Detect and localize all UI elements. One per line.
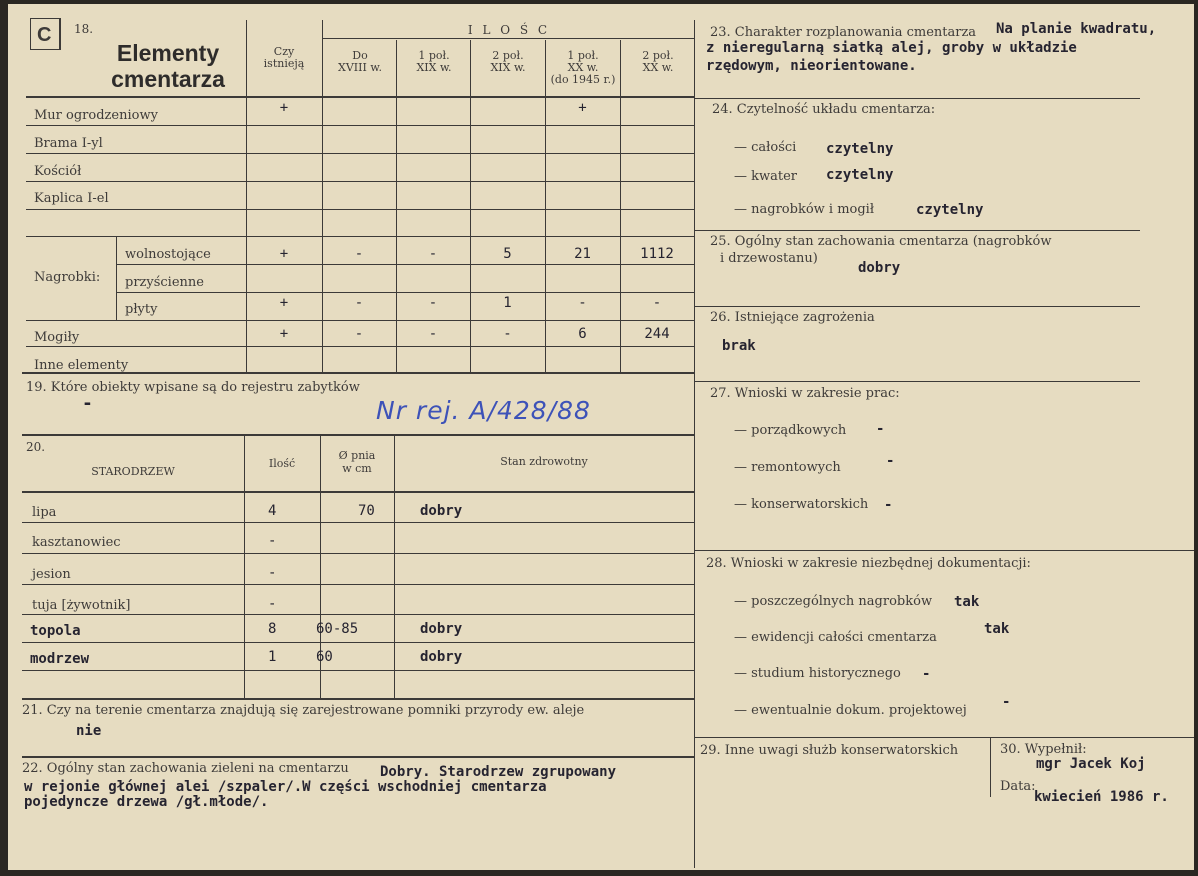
col-header-1-l1: Do: [352, 49, 368, 62]
s28-ewidencji-value: tak: [984, 621, 1010, 637]
value-cell-e: 244: [644, 326, 670, 342]
grid-line: [26, 236, 694, 237]
grid-line: [694, 230, 1140, 231]
s24-item-nagrobkow-label: — nagrobków i mogił: [734, 202, 875, 217]
value-cell-c: 21: [574, 246, 591, 262]
value-cell-e: 1112: [640, 246, 674, 262]
value-cell-czy: +: [279, 100, 289, 116]
col-header-2-l1: 1 poł.: [418, 49, 450, 62]
tree-stan: dobry: [420, 649, 463, 665]
value-cell-b: 1: [503, 295, 512, 311]
section-26-label: 26. Istniejące zagrożenia: [710, 310, 875, 325]
tree-name: kasztanowiec: [32, 535, 121, 550]
row-label-inne: Inne elementy: [34, 358, 129, 373]
inventory-card: [8, 4, 1194, 870]
section-19-value: -: [82, 393, 93, 414]
section-20-number: 20.: [26, 440, 46, 454]
col-header-5-l2: XX w.: [642, 61, 674, 74]
grid-line: [470, 40, 471, 372]
tree-pien: 60: [316, 649, 333, 665]
s24-item-nagrobkow-value: czytelny: [916, 202, 984, 218]
s27-porzadkowych-value: -: [876, 421, 885, 437]
col-header-4-l2: XX w.: [567, 61, 599, 74]
section-30-date: kwiecień 1986 r.: [1034, 789, 1169, 805]
section-22-label: 22. Ogólny stan zachowania zieleni na cmentarzu: [22, 761, 349, 776]
tree-ilosc: -: [268, 596, 277, 612]
col-header-4-l3: (do 1945 r.): [550, 73, 616, 86]
section-26-value: brak: [722, 338, 756, 354]
grid-line: [322, 38, 694, 39]
section-25-label-line1: 25. Ogólny stan zachowania cmentarza (nagrobków: [710, 234, 1052, 249]
value-cell-a: -: [428, 326, 438, 342]
grid-line: [396, 40, 397, 372]
col-header-4-l1: 1 poł.: [567, 49, 599, 62]
tree-pien: 60-85: [316, 621, 359, 637]
grid-line: [26, 153, 694, 154]
row-label-brama: Brama I-yl: [34, 136, 103, 151]
row-label-nagrobki: Nagrobki:: [34, 270, 101, 285]
grid-line: [694, 550, 1194, 551]
grid-line: [694, 306, 1140, 307]
value-cell-c: 6: [578, 326, 587, 342]
grid-line: [26, 320, 694, 321]
section-19-label: 19. Które obiekty wpisane są do rejestru zabytków: [26, 380, 360, 395]
row-label-mur: Mur ogrodzeniowy: [34, 108, 158, 123]
value-cell-c: +: [578, 100, 587, 116]
grid-line: [26, 96, 694, 98]
value-cell-d: -: [354, 246, 364, 262]
value-cell-czy: +: [279, 295, 289, 311]
col-ilosc: Ilość: [268, 457, 296, 470]
col-czy-istnieja-line2: istnieją: [263, 57, 305, 70]
ilosc-header: I L O Ś C: [467, 23, 551, 37]
s27-remontowych-value: -: [886, 453, 895, 469]
row-label-wolnostojace: wolnostojące: [125, 247, 211, 262]
row-label-plyty: płyty: [125, 302, 158, 317]
value-cell-d: -: [354, 326, 364, 342]
section-23-line3: rzędowym, nieorientowane.: [706, 58, 917, 74]
grid-line: [26, 181, 694, 182]
s28-studium-value: -: [922, 666, 931, 682]
grid-line: [22, 553, 694, 554]
tree-name: lipa: [32, 505, 57, 520]
s27-konserwatorskich-value: -: [884, 497, 893, 513]
grid-line: [22, 670, 694, 671]
tree-stan: dobry: [420, 621, 463, 637]
section-25-value: dobry: [858, 260, 901, 276]
section-23-line1: Na planie kwadratu,: [996, 21, 1157, 37]
value-cell-a: -: [428, 246, 438, 262]
grid-line: [990, 737, 991, 797]
tree-name: modrzew: [30, 651, 90, 667]
tree-name: jesion: [32, 567, 71, 582]
grid-line: [545, 40, 546, 372]
s24-item-calosci-value: czytelny: [826, 141, 894, 157]
grid-line: [116, 236, 117, 320]
grid-line: [26, 209, 694, 210]
section-number: 18.: [74, 22, 94, 36]
s24-item-kwater-label: — kwater: [734, 169, 798, 184]
grid-line: [116, 264, 694, 265]
section-27-label: 27. Wnioski w zakresie prac:: [710, 386, 900, 401]
section-25-label-line2: i drzewostanu): [720, 251, 818, 266]
tree-pien: 70: [358, 503, 375, 519]
value-cell-czy: +: [279, 246, 289, 262]
s28-nagrobkow-value: tak: [954, 594, 980, 610]
elements-title-line2: cmentarza: [111, 66, 225, 92]
value-cell-e: -: [652, 295, 662, 311]
s28-ewidencji-label: — ewidencji całości cmentarza: [734, 630, 937, 645]
grid-line: [26, 346, 694, 347]
tree-ilosc: 1: [268, 649, 277, 665]
col-header-3-l2: XIX w.: [490, 61, 526, 74]
s24-item-calosci-label: — całości: [734, 140, 797, 155]
section-30-label: 30. Wypełnił:: [1000, 742, 1087, 757]
section-29-label: 29. Inne uwagi służb konserwatorskich: [700, 743, 959, 758]
tree-stan: dobry: [420, 503, 463, 519]
grid-line: [116, 292, 694, 293]
col-pien-line1: Ø pnia: [338, 449, 376, 462]
grid-line: [22, 584, 694, 585]
section-letter: C: [37, 24, 52, 46]
row-label-przyscienne: przyścienne: [125, 275, 204, 290]
value-cell-b: -: [503, 326, 512, 342]
grid-line: [694, 98, 1140, 99]
row-label-mogily: Mogiły: [34, 330, 80, 345]
grid-line: [22, 434, 694, 436]
section-24-label: 24. Czytelność układu cmentarza:: [712, 102, 936, 117]
tree-ilosc: -: [268, 533, 277, 549]
section-22-line3: pojedyncze drzewa /gł.młode/.: [24, 794, 269, 810]
value-cell-b: 5: [503, 246, 512, 262]
grid-line: [22, 491, 694, 493]
section-28-label: 28. Wnioski w zakresie niezbędnej dokumentacji:: [706, 556, 1031, 571]
s28-projektowej-value: -: [1002, 694, 1011, 710]
s28-studium-label: — studium historycznego: [734, 666, 901, 681]
tree-name: tuja [żywotnik]: [32, 598, 131, 613]
section-21-value: nie: [76, 723, 102, 739]
col-pien-line2: w cm: [342, 462, 372, 475]
tree-ilosc: 4: [268, 503, 277, 519]
value-cell-czy: +: [279, 326, 289, 342]
section-23-line2: z nieregularną siatką alej, groby w układzie: [706, 40, 1077, 56]
value-cell-a: -: [428, 295, 438, 311]
register-number-handwritten: Nr rej. A/428/88: [376, 396, 591, 425]
s28-projektowej-label: — ewentualnie dokum. projektowej: [734, 703, 967, 718]
row-label-kosciol: Kościół: [34, 164, 82, 179]
grid-line: [620, 40, 621, 372]
grid-line: [694, 737, 1194, 738]
grid-line: [22, 522, 694, 523]
col-header-3-l1: 2 poł.: [492, 49, 524, 62]
section-30-name: mgr Jacek Koj: [1036, 756, 1146, 772]
row-label-kaplica: Kaplica I-el: [34, 191, 109, 206]
col-czy-istnieja-line1: Czy: [273, 45, 295, 58]
section-23-label: 23. Charakter rozplanowania cmentarza: [710, 25, 977, 40]
s27-konserwatorskich-label: — konserwatorskich: [734, 497, 869, 512]
section-30-date-label: Data:: [1000, 779, 1036, 794]
col-stan-zdrowotny: Stan zdrowotny: [500, 455, 588, 468]
section-21-label: 21. Czy na terenie cmentarza znajdują się zarejestrowane pomniki przyrody ew. aleje: [22, 703, 585, 718]
grid-line: [22, 698, 694, 700]
col-header-1-l2: XVIII w.: [338, 61, 382, 74]
section-22-line1: Dobry. Starodrzew zgrupowany: [380, 764, 617, 780]
grid-line: [22, 614, 694, 615]
col-header-2-l2: XIX w.: [416, 61, 452, 74]
grid-line: [22, 756, 694, 758]
col-starodrzew: STARODRZEW: [91, 465, 175, 478]
grid-line: [244, 434, 245, 698]
elements-title-line1: Elementy: [116, 40, 220, 66]
grid-line: [694, 20, 695, 868]
col-header-5-l1: 2 poł.: [642, 49, 674, 62]
grid-line: [22, 642, 694, 643]
tree-ilosc: -: [268, 565, 277, 581]
grid-line: [694, 381, 1140, 382]
section-22-line2: w rejonie głównej alei /szpaler/.W części wschodniej cmentarza: [24, 779, 547, 795]
s27-remontowych-label: — remontowych: [734, 460, 841, 475]
grid-line: [26, 125, 694, 126]
s28-nagrobkow-label: — poszczególnych nagrobków: [734, 594, 933, 609]
value-cell-c: -: [578, 295, 587, 311]
value-cell-d: -: [354, 295, 364, 311]
tree-ilosc: 8: [268, 621, 277, 637]
s27-porzadkowych-label: — porządkowych: [734, 423, 847, 438]
grid-line: [394, 434, 395, 698]
s24-item-kwater-value: czytelny: [826, 167, 894, 183]
tree-name: topola: [30, 623, 81, 639]
